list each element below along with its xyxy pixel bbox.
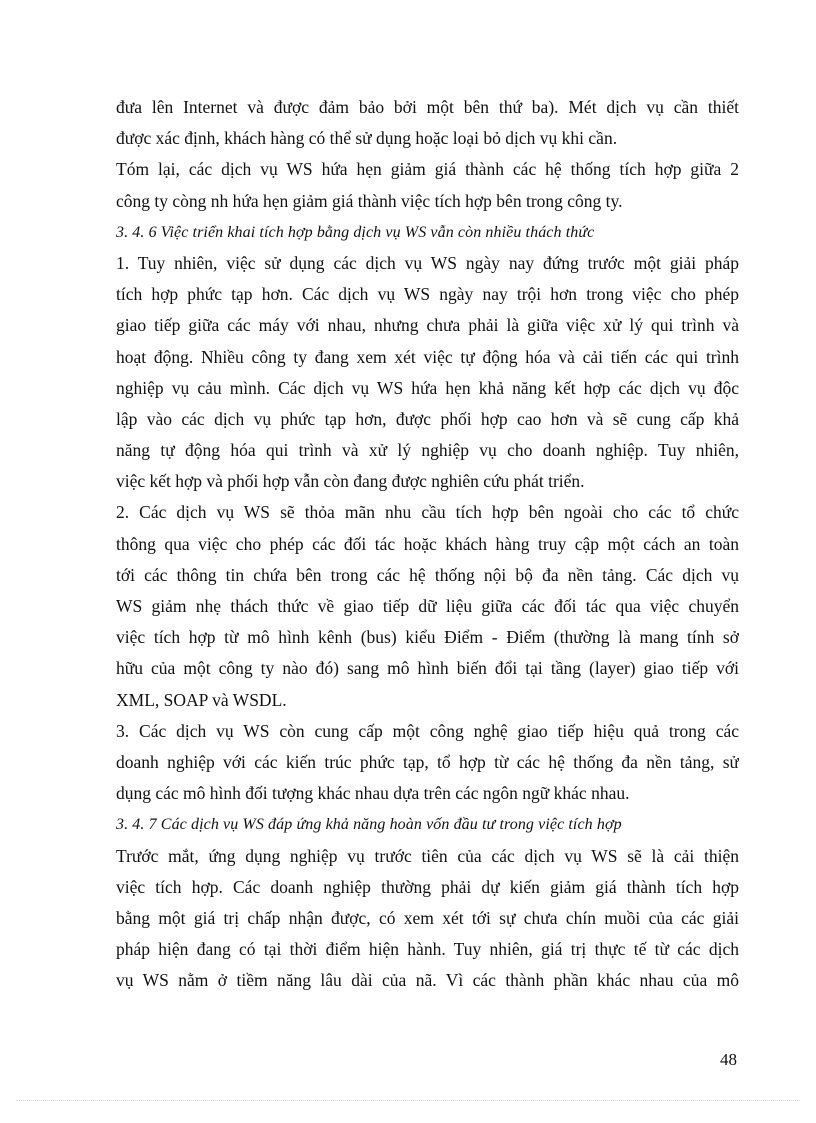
text-line: đưa lên Internet và được đảm bảo bởi một bên thứ ba). Mét dịch vụ cần thiết [116, 97, 739, 117]
text-line: năng tự động hóa qui trình và xử lý nghiệp vụ cho doanh nghiệp. Tuy nhiên, [116, 440, 739, 461]
text-line: WS giảm nhẹ thách thức về giao tiếp dữ liệu giữa các đối tác qua việc chuyển [116, 596, 739, 616]
text-line: được xác định, khách hàng có thể sử dụng hoặc loại bỏ dịch vụ khi cần. [116, 128, 618, 149]
text-line: Trước mắt, ứng dụng nghiệp vụ trước tiên của các dịch vụ WS sẽ là cải thiện [116, 845, 739, 866]
text-line: dụng các mô hình đối tượng khác nhau dựa trên các ngôn ngữ khác nhau. [116, 783, 630, 804]
text-line: lập vào các dịch vụ phức tạp hơn, được phối hợp cao hơn và sẽ cung cấp khả [116, 408, 739, 429]
text-line: vụ WS nằm ở tiềm năng lâu dài của nã. Vì các thành phần khác nhau của mô [116, 970, 739, 991]
text-line: bằng một giá trị chấp nhận được, có xem xét tới sự chưa chín muồi của các giải [116, 907, 739, 928]
text-line: nghiệp vụ cảu mình. Các dịch vụ WS hứa hẹn khả năng kết hợp các dịch vụ độc [116, 377, 739, 398]
text-line: hữu của một công ty nào đó) sang mô hình biến đổi tại tầng (layer) giao tiếp với [116, 658, 739, 679]
text-line: tới các thông tin chứa bên trong các hệ thống nội bộ đa nền tảng. Các dịch vụ [116, 564, 739, 585]
text-line: thông qua việc cho phép các đối tác hoặc khách hàng truy cập một cách an toàn [116, 533, 739, 554]
text-line: tích hợp phức tạp hơn. Các dịch vụ WS ngày nay trội hơn trong việc cho phép [116, 284, 739, 305]
text-line: giao tiếp giữa các máy với nhau, nhưng chưa phải là giữa việc xử lý qui trình và [116, 315, 739, 336]
page-number: 48 [720, 1050, 737, 1069]
section-heading: 3. 4. 6 Việc triển khai tích hợp bằng dịch vụ WS vẫn còn nhiều thách thức [116, 223, 595, 241]
text-line: 3. Các dịch vụ WS còn cung cấp một công nghệ giao tiếp hiệu quả trong các [116, 720, 739, 741]
bottom-page-border [16, 1100, 800, 1101]
text-line: 2. Các dịch vụ WS sẽ thỏa mãn nhu cầu tích hợp bên ngoài cho các tổ chức [116, 502, 739, 523]
text-line: XML, SOAP và WSDL. [116, 689, 287, 710]
text-line: doanh nghiệp với các kiến trúc phức tạp, tổ hợp từ các hệ thống đa nền tảng, sử [116, 751, 739, 772]
text-line: việc kết hợp và phối hợp vẫn còn đang được nghiên cứu phát triển. [116, 471, 585, 492]
text-line: pháp hiện đang có tại thời điểm hiện hành. Tuy nhiên, giá trị thực tế từ các dịch [116, 939, 739, 960]
text-line: công ty còng nh hứa hẹn giảm giá thành việc tích hợp bên trong công ty. [116, 190, 623, 211]
text-line: việc tích hợp. Các doanh nghiệp thường phải dự kiến giảm giá thành tích hợp [116, 876, 739, 897]
text-line: việc tích hợp từ mô hình kênh (bus) kiểu Điểm - Điểm (thường là mang tính sở [116, 627, 739, 648]
text-line: 1. Tuy nhiên, việc sử dụng các dịch vụ WS ngày nay đứng trước một giải pháp [116, 252, 739, 273]
text-line: hoạt động. Nhiều công ty đang xem xét việc tự động hóa và cải tiến các qui trình [116, 346, 739, 367]
text-line: Tóm lại, các dịch vụ WS hứa hẹn giảm giá thành các hệ thống tích hợp giữa 2 [116, 159, 739, 180]
section-heading: 3. 4. 7 Các dịch vụ WS đáp ứng khả năng hoàn vốn đầu tư trong việc tích hợp [116, 816, 622, 834]
page-body-text [116, 92, 739, 996]
